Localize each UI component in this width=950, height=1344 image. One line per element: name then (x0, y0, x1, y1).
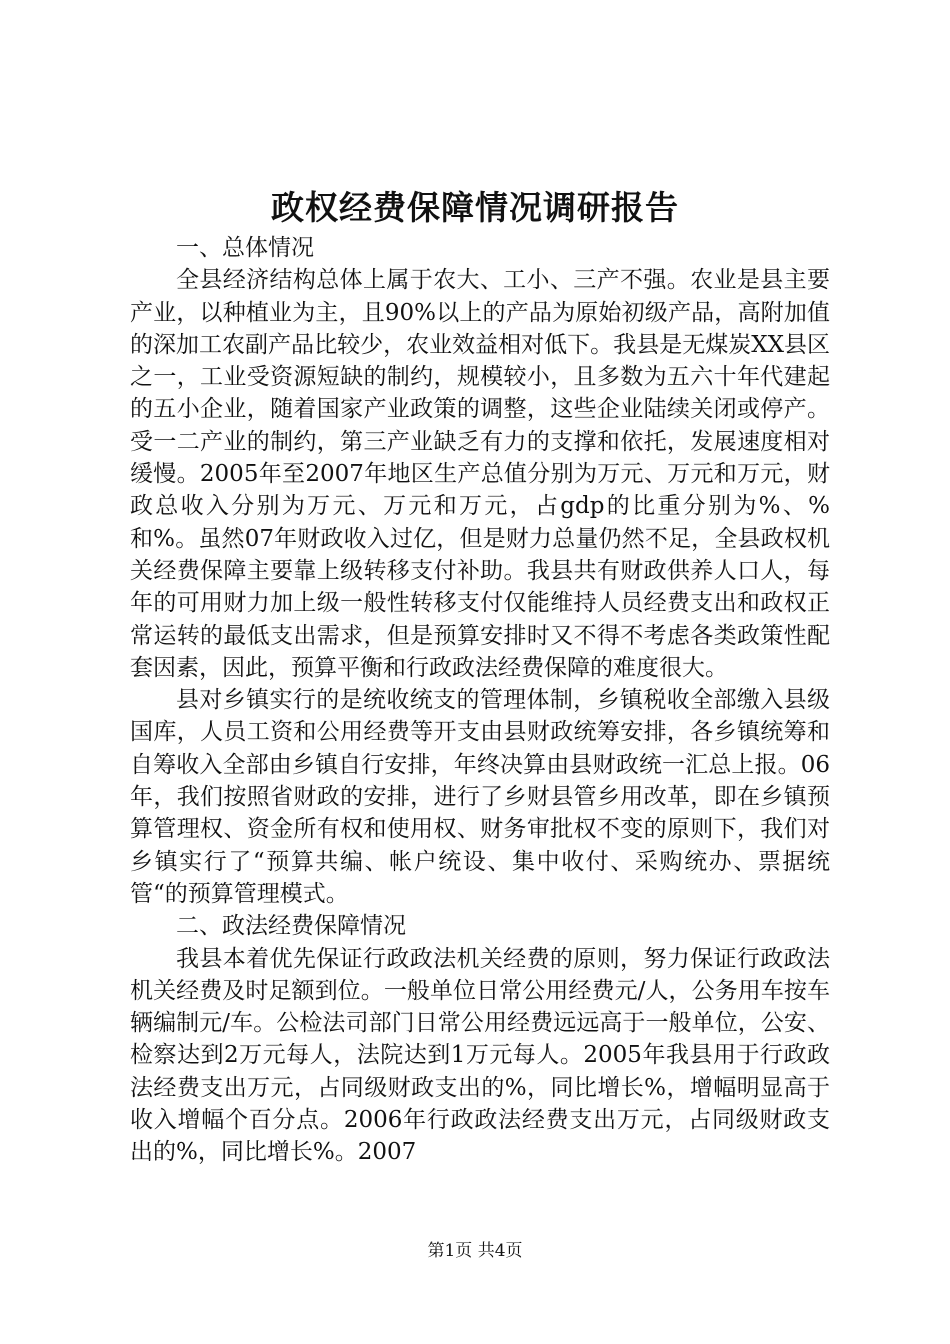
paragraph-economic-structure: 全县经济结构总体上属于农大、工小、三产不强。农业是县主要产业，以种植业为主，且90%以上的产品为原始初级产品，高附加值的深加工农副产品比较少，农业效益相对低下。我县是无煤炭XX县区之一，工业受资源短缺的制约，规模较小，且多数为五六十年代建起的五小企业，随着国家产业政策的调整，这些企业陆续关闭或停产。受一二产业的制约，第三产业缺乏有力的支撑和依托，发展速度相对缓慢。2005年至2007年地区生产总值分别为万元、万元和万元，财政总收入分别为万元、万元和万元，占gdp的比重分别为%、%和%。虽然07年财政收入过亿，但是财力总量仍然不足，全县政权机关经费保障主要靠上级转移支付补助。我县共有财政供养人口人，每年的可用财力加上级一般性转移支付仅能维持人员经费支出和政权正常运转的最低支出需求，但是预算安排时又不得不考虑各类政策性配套因素，因此，预算平衡和行政政法经费保障的难度很大。 (130, 267, 830, 681)
section-heading-overview: 一、总体情况 (176, 235, 314, 261)
document-body (130, 232, 830, 1169)
section-heading-legal-funding: 二、政法经费保障情况 (176, 913, 406, 940)
paragraph-township-management: 县对乡镇实行的是统收统支的管理体制，乡镇税收全部缴入县级国库，人员工资和公用经费等开支由县财政统筹安排，各乡镇统筹和自筹收入全部由乡镇自行安排，年终决算由县财政统一汇总上报。06年，我们按照省财政的安排，进行了乡财县管乡用改革，即在乡镇预算管理权、资金所有权和使用权、财务审批权不变的原则下，我们对乡镇实行了“预算共编、帐户统设、集中收付、采购统办、票据统管“的预算管理模式。 (130, 687, 830, 907)
document-title: 政权经费保障情况调研报告 (271, 188, 679, 227)
page-number-footer: 第1页 共4页 (427, 1241, 523, 1261)
paragraph-legal-funding: 我县本着优先保证行政政法机关经费的原则，努力保证行政政法机关经费及时足额到位。一般单位日常公用经费元/人，公务用车按车辆编制元/车。公检法司部门日常公用经费远远高于一般单位，公安、检察达到2万元每人，法院达到1万元每人。2005年我县用于行政政法经费支出万元，占同级财政支出的%，同比增长%，增幅明显高于收入增幅个百分点。2006年行政政法经费支出万元，占同级财政支出的%，同比增长%。2007 (130, 945, 830, 1166)
